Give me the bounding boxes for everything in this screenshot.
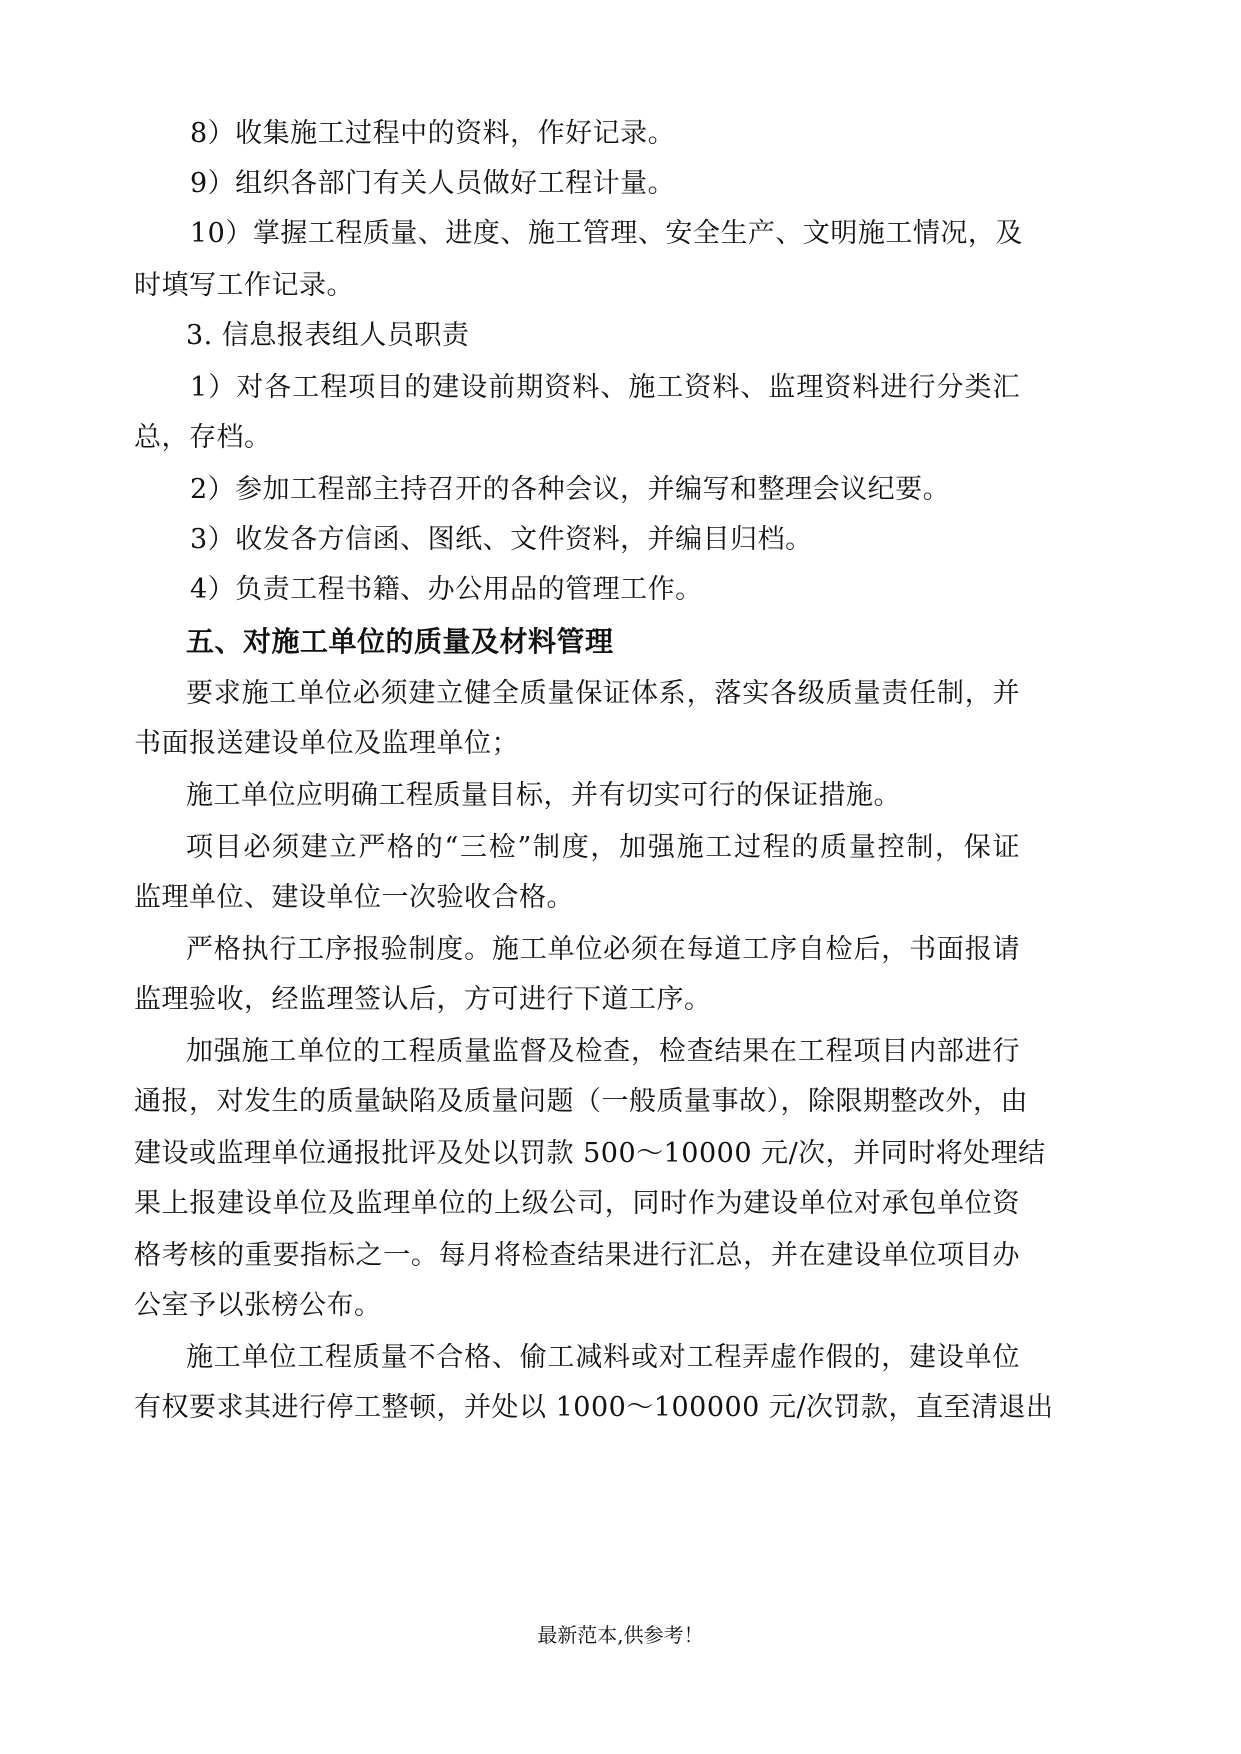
paragraph-line: 通报，对发生的质量缺陷及质量问题（一般质量事故），除限期整改外，由	[134, 1086, 1028, 1117]
paragraph-line: 要求施工单位必须建立健全质量保证体系，落实各级质量责任制，并	[186, 678, 1020, 709]
paragraph-line: 书面报送建设单位及监理单位；	[134, 728, 519, 759]
list-item: 8）收集施工过程中的资料，作好记录。	[190, 118, 676, 149]
section-subheading: 3. 信息报表组人员职责	[186, 320, 470, 351]
section-heading: 五、对施工单位的质量及材料管理	[186, 625, 614, 658]
paragraph-line: 格考核的重要指标之一。每月将检查结果进行汇总，并在建设单位项目办	[134, 1240, 1020, 1271]
list-item: 9）组织各部门有关人员做好工程计量。	[190, 168, 676, 199]
paragraph-line: 严格执行工序报验制度。施工单位必须在每道工序自检后，书面报请	[186, 934, 1020, 965]
list-item: 4）负责工程书籍、办公用品的管理工作。	[190, 574, 703, 605]
paragraph-line: 监理验收，经监理签认后，方可进行下道工序。	[134, 984, 712, 1015]
paragraph-line: 监理单位、建设单位一次验收合格。	[134, 882, 574, 913]
list-item: 10）掌握工程质量、进度、施工管理、安全生产、文明施工情况，及	[190, 218, 1023, 249]
paragraph-line: 施工单位应明确工程质量目标，并有切实可行的保证措施。	[186, 780, 901, 811]
paragraph-line: 有权要求其进行停工整顿，并处以 1000～100000 元/次罚款，直至清退出	[134, 1392, 1054, 1423]
list-item-continuation: 时填写工作记录。	[134, 270, 354, 301]
paragraph-line: 施工单位工程质量不合格、偷工减料或对工程弄虚作假的，建设单位	[186, 1342, 1020, 1373]
paragraph-line: 项目必须建立严格的“三检”制度，加强施工过程的质量控制，保证	[186, 832, 1020, 863]
list-item: 2）参加工程部主持召开的各种会议，并编写和整理会议纪要。	[190, 474, 951, 505]
list-item: 3）收发各方信函、图纸、文件资料，并编目归档。	[190, 524, 813, 555]
list-item: 1）对各工程项目的建设前期资料、施工资料、监理资料进行分类汇	[190, 372, 1020, 403]
list-item-continuation: 总，存档。	[134, 422, 272, 453]
paragraph-line: 加强施工单位的工程质量监督及检查，检查结果在工程项目内部进行	[186, 1036, 1020, 1067]
paragraph-line: 建设或监理单位通报批评及处以罚款 500～10000 元/次，并同时将处理结	[134, 1138, 1046, 1169]
paragraph-line: 果上报建设单位及监理单位的上级公司，同时作为建设单位对承包单位资	[134, 1188, 1020, 1219]
page-footer: 最新范本,供参考！	[537, 1623, 704, 1647]
paragraph-line: 公室予以张榜公布。	[134, 1290, 382, 1321]
